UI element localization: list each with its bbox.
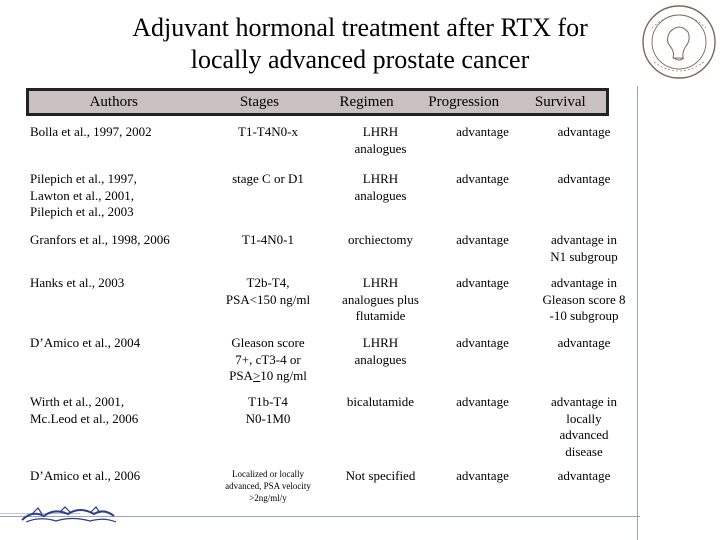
stages-cell-line: T1b-T4 xyxy=(248,394,288,409)
survival-cell xyxy=(536,468,632,504)
regimen-cell-line: bicalutamide xyxy=(346,394,415,409)
survival-cell-line: disease xyxy=(565,443,603,459)
regimen-cell xyxy=(332,394,429,460)
survival-cell-line: advantage xyxy=(557,468,611,483)
table-row xyxy=(22,468,632,504)
progression-cell-line: advantage xyxy=(456,394,509,409)
authors-cell-line: Bolla et al., 1997, 2002 xyxy=(30,124,152,139)
stages-cell-line: >2ng/ml/y xyxy=(249,493,287,503)
progression-cell xyxy=(429,394,536,460)
authors-cell-line: Mc.Leod et al., 2006 xyxy=(30,410,139,426)
stages-cell xyxy=(204,124,332,157)
survival-cell xyxy=(536,275,632,325)
table-header-row xyxy=(26,88,609,116)
regimen-cell xyxy=(332,124,429,157)
stages-cell xyxy=(204,232,332,265)
authors-cell-line: D’Amico et al., 2004 xyxy=(30,335,141,350)
regimen-cell-line: analogues xyxy=(354,187,407,203)
progression-cell xyxy=(429,275,536,325)
progression-cell xyxy=(429,124,536,157)
right-divider xyxy=(637,86,638,540)
header-regimen: Regimen xyxy=(339,93,394,110)
authors-cell xyxy=(22,275,204,325)
progression-cell-line: advantage xyxy=(456,232,509,247)
header-authors: Authors xyxy=(89,93,138,110)
slide-title xyxy=(60,12,660,76)
progression-cell-line: advantage xyxy=(456,171,509,186)
survival-cell-line: advantage in xyxy=(550,275,618,290)
regimen-cell-line: LHRH xyxy=(362,171,399,186)
survival-cell-line: advantage in xyxy=(550,232,618,247)
header-survival: Survival xyxy=(534,93,586,110)
progression-cell-line: advantage xyxy=(456,275,509,290)
stages-cell xyxy=(204,468,332,504)
stages-cell-line: stage C or D1 xyxy=(232,171,304,186)
stages-cell xyxy=(204,335,332,385)
corner-logo xyxy=(20,504,130,526)
regimen-cell-line: LHRH xyxy=(362,335,399,350)
table-row xyxy=(22,275,632,325)
survival-cell xyxy=(536,394,632,460)
authors-cell xyxy=(22,232,204,265)
stages-cell xyxy=(204,394,332,460)
authors-cell-line: Pilepich et al., 1997, xyxy=(30,171,137,186)
survival-cell-line: advanced xyxy=(559,427,609,442)
authors-cell-line: Wirth et al., 2001, xyxy=(30,394,125,409)
stages-cell-line: PSA>10 ng/ml xyxy=(229,368,307,383)
survival-cell xyxy=(536,171,632,221)
regimen-cell-line: LHRH xyxy=(362,124,399,139)
regimen-cell xyxy=(332,468,429,504)
stages-cell-line: T1-4N0-1 xyxy=(242,232,294,247)
survival-cell-line: N1 subgroup xyxy=(550,248,618,264)
progression-cell-line: advantage xyxy=(456,468,509,483)
survival-cell xyxy=(536,124,632,157)
regimen-cell-line: analogues xyxy=(354,351,407,367)
authors-cell xyxy=(22,124,204,157)
authors-cell-line: Lawton et al., 2001, xyxy=(30,187,134,203)
regimen-cell xyxy=(332,275,429,325)
title-line-1: Adjuvant hormonal treatment after RTX for xyxy=(132,13,588,42)
authors-cell-line: D’Amico et al., 2006 xyxy=(30,468,141,483)
progression-cell-line: advantage xyxy=(456,124,509,139)
stages-cell-line: 7+, cT3-4 or xyxy=(235,351,301,367)
authors-cell xyxy=(22,468,204,504)
survival-cell-line: -10 subgroup xyxy=(549,308,619,323)
stages-cell xyxy=(204,275,332,325)
survival-cell-line: Gleason score 8 xyxy=(542,291,626,307)
authors-cell-line: Pilepich et al., 2003 xyxy=(30,204,134,219)
table-row xyxy=(22,232,632,265)
regimen-cell xyxy=(332,171,429,221)
header-stages: Stages xyxy=(239,93,279,110)
regimen-cell xyxy=(332,335,429,385)
stages-cell-line: advanced, PSA velocity xyxy=(225,481,311,491)
survival-cell-line: advantage xyxy=(557,335,611,350)
authors-cell xyxy=(22,171,204,221)
survival-cell-line: locally xyxy=(566,410,602,426)
regimen-cell-line: analogues xyxy=(354,140,407,156)
authors-cell-line: Hanks et al., 2003 xyxy=(30,275,125,290)
study-table xyxy=(22,88,626,503)
progression-cell-line: advantage xyxy=(456,335,509,350)
regimen-cell-line: analogues plus xyxy=(342,291,419,307)
survival-cell-line: advantage xyxy=(557,124,611,139)
survival-cell-line: advantage xyxy=(557,171,611,186)
table-row xyxy=(22,124,632,157)
table-row xyxy=(22,394,632,460)
progression-cell xyxy=(429,232,536,265)
university-seal-logo xyxy=(640,2,718,82)
stages-cell-line: N0-1M0 xyxy=(245,410,291,426)
progression-cell xyxy=(429,468,536,504)
authors-cell-line: Granfors et al., 1998, 2006 xyxy=(30,232,170,247)
authors-cell xyxy=(22,394,204,460)
regimen-cell-line: LHRH xyxy=(362,275,399,290)
survival-cell xyxy=(536,232,632,265)
stages-cell xyxy=(204,171,332,221)
progression-cell xyxy=(429,335,536,385)
regimen-cell-line: Not specified xyxy=(345,468,416,483)
regimen-cell-line: flutamide xyxy=(355,308,406,323)
stages-cell-line: T1-T4N0-x xyxy=(238,124,298,139)
survival-cell xyxy=(536,335,632,385)
regimen-cell-line: orchiectomy xyxy=(348,232,413,247)
header-progression: Progression xyxy=(428,93,500,110)
stages-cell-line: T2b-T4, xyxy=(246,275,290,290)
stages-cell-line: Localized or locally xyxy=(232,469,304,479)
regimen-cell xyxy=(332,232,429,265)
table-row xyxy=(22,335,632,385)
authors-cell xyxy=(22,335,204,385)
progression-cell xyxy=(429,171,536,221)
title-line-2: locally advanced prostate cancer xyxy=(190,45,530,74)
stages-cell-line: PSA<150 ng/ml xyxy=(225,291,311,307)
table-row xyxy=(22,171,632,221)
stages-cell-line: Gleason score xyxy=(231,335,305,350)
survival-cell-line: advantage in xyxy=(550,394,618,409)
